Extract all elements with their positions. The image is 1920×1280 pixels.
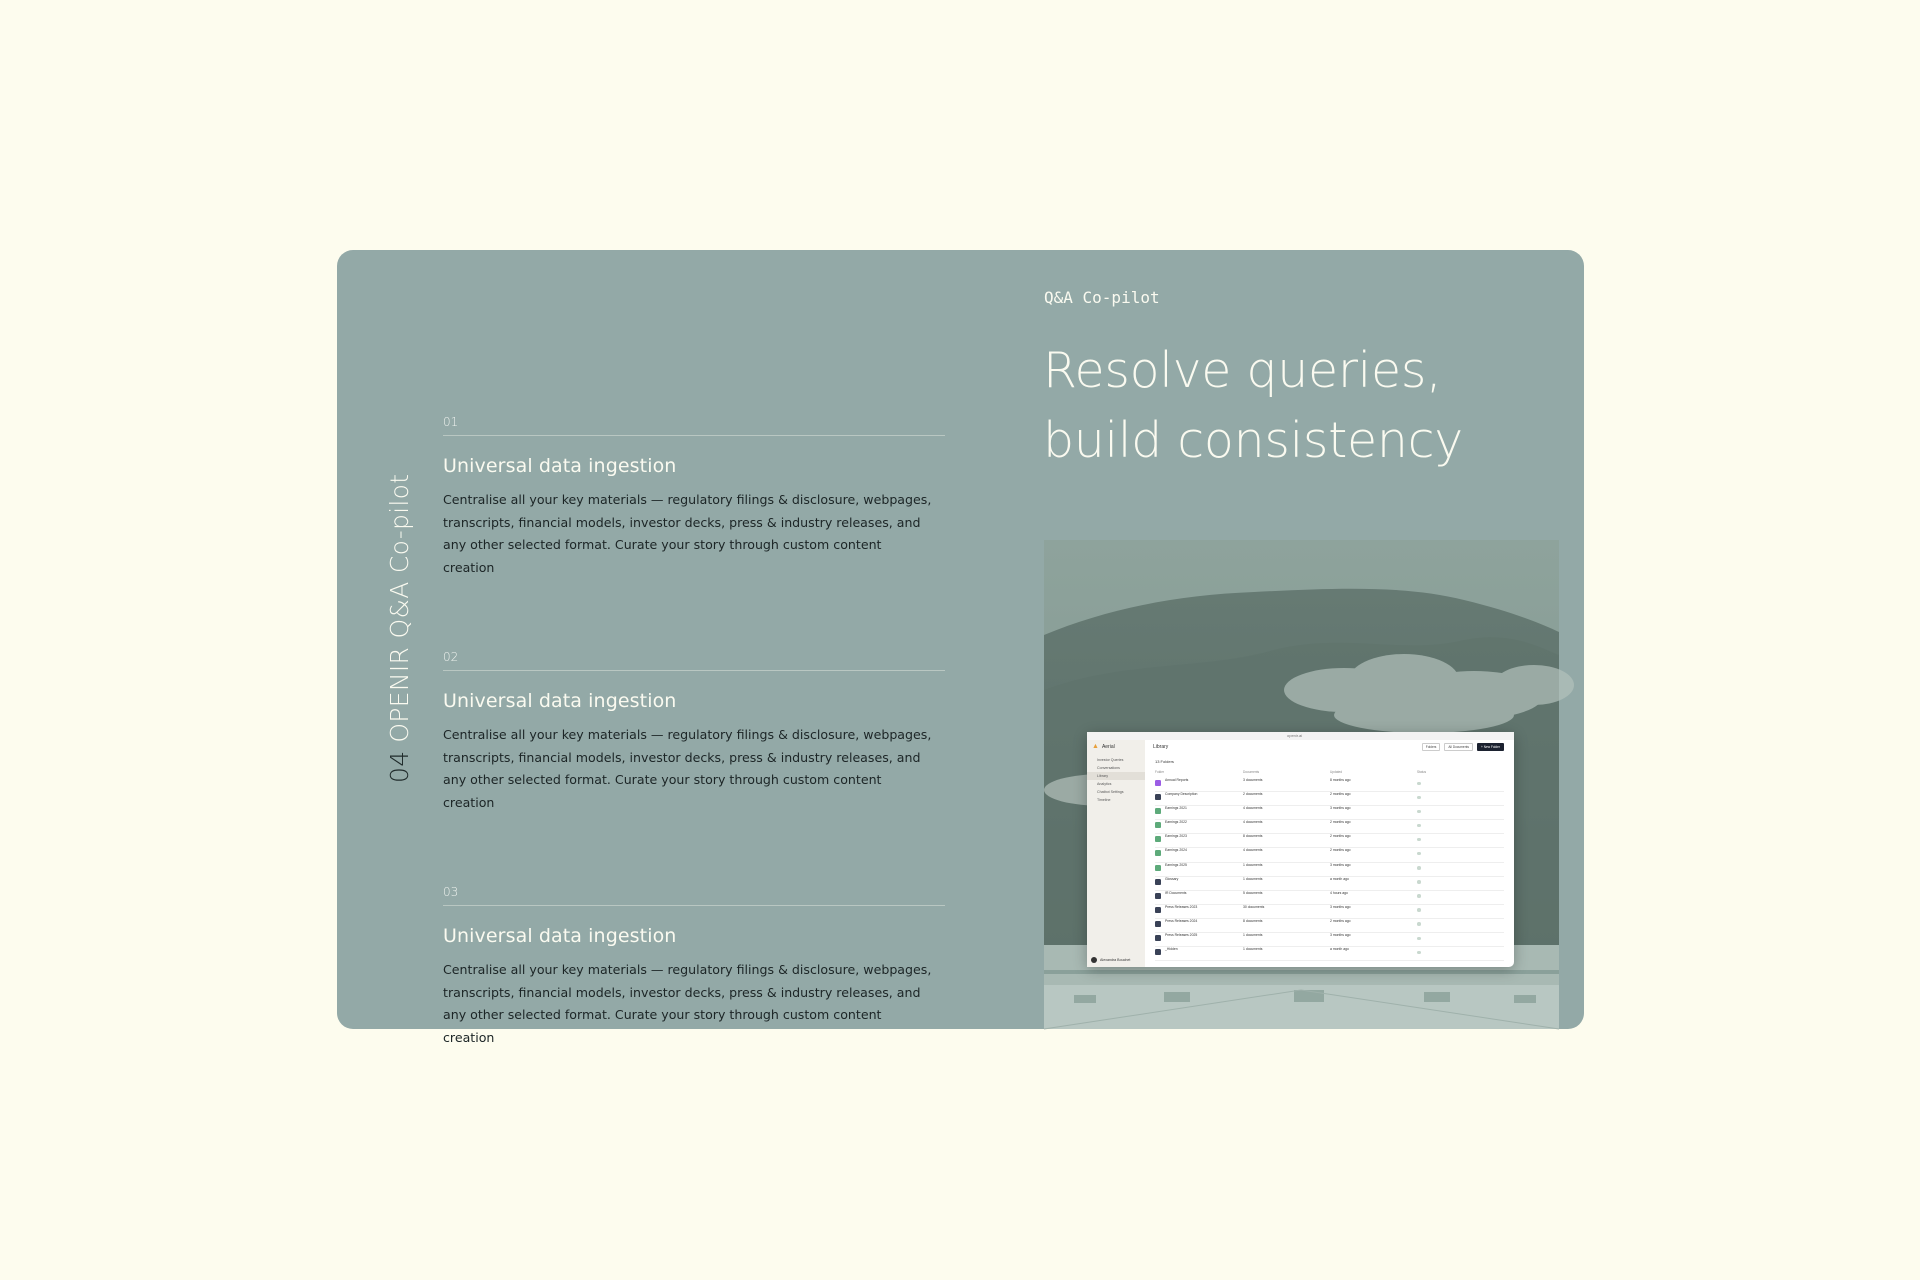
status-icon [1417,908,1421,912]
table-row[interactable] [1155,905,1504,919]
folder-updated: 8 months ago [1330,778,1351,782]
folder-doc-count: 5 documents [1243,890,1263,895]
folder-updated: 2 months ago [1330,918,1351,923]
folder-name: Annual Reports [1165,778,1189,782]
folder-updated: 3 months ago [1330,933,1351,938]
nav-item-chatbot-settings[interactable]: Chatbot Settings [1097,790,1124,794]
feature-card [337,250,1584,1045]
feature-item [443,650,945,814]
folder-name: Glossary [1165,876,1179,881]
table-row[interactable] [1155,947,1504,961]
folder-doc-count: 1 documents [1243,862,1263,867]
folder-icon [1155,893,1161,899]
feature-number: 03 [443,885,459,899]
feature-title: Universal data ingestion [443,690,677,712]
library-actions [1422,743,1504,751]
hero-artwork [1044,540,1559,1029]
status-icon [1417,824,1421,828]
table-row[interactable] [1155,848,1504,862]
divider [443,670,945,671]
status-icon [1417,894,1421,898]
folder-doc-count: 8 documents [1243,834,1263,839]
app-main [1145,740,1514,967]
folder-doc-count: 4 documents [1243,848,1263,853]
status-icon [1417,852,1421,856]
app-logo-icon: ▲ [1092,743,1099,750]
folder-name: Earnings 2024 [1165,848,1187,853]
folder-updated: a month ago [1330,876,1349,881]
folder-name: Company Description [1165,792,1198,797]
feature-item [443,415,945,579]
table-row[interactable] [1155,792,1504,806]
folder-name: Earnings 2025 [1165,862,1187,867]
status-icon [1417,937,1421,941]
column-folder[interactable]: Folder [1155,770,1165,774]
folders-button[interactable]: Folders [1422,743,1441,751]
user-profile[interactable] [1091,957,1130,963]
table-row[interactable] [1155,834,1504,848]
table-row[interactable] [1155,933,1504,947]
folder-icon [1155,780,1161,786]
folder-name: Press Releases 2024 [1165,918,1198,923]
feature-item [443,885,945,1049]
column-updated: Updated [1330,770,1343,774]
new-folder-button[interactable]: + New Folder [1477,743,1504,751]
app-sidebar [1087,740,1145,967]
folder-icon [1155,949,1161,955]
folder-updated: 3 months ago [1330,862,1351,867]
folder-name: _Hidden [1165,947,1178,952]
folder-icon [1155,879,1161,885]
folder-updated: 2 months ago [1330,820,1351,825]
folder-doc-count: 1 documents [1243,933,1263,938]
status-icon [1417,838,1421,842]
folder-name: Earnings 2021 [1165,806,1187,811]
table-row[interactable] [1155,877,1504,891]
folder-icon [1155,808,1161,814]
folder-icon [1155,865,1161,871]
folder-count: 13 Folders [1155,759,1174,764]
folder-icon [1155,921,1161,927]
folder-icon [1155,850,1161,856]
folder-name: Press Releases 2025 [1165,933,1198,938]
section-number: 04 [385,750,414,783]
all-documents-button[interactable]: All Documents [1444,743,1473,751]
hero-eyebrow: Q&A Co-pilot [1044,288,1160,307]
feature-title: Universal data ingestion [443,455,677,477]
table-row[interactable] [1155,806,1504,820]
section-label: OPENIR Q&A Co-pilot [385,473,414,743]
feature-number: 02 [443,650,459,664]
feature-description: Centralise all your key materials — regulatory filings & disclosure, webpages, transcripts, financial models, investor decks, press & industry releases, and any other selected format. Curate your story through custom content creation [443,727,932,810]
status-icon [1417,796,1421,800]
table-row[interactable] [1155,863,1504,877]
nav-item-library[interactable]: Library [1087,772,1145,780]
folder-doc-count: 3 documents [1243,778,1263,782]
user-name: Alexandra Bouchet [1100,958,1131,962]
table-row[interactable] [1155,778,1504,792]
table-row[interactable] [1155,919,1504,933]
folder-table [1155,778,1504,961]
table-row[interactable] [1155,891,1504,905]
folder-icon [1155,907,1161,913]
folder-name: Press Releases 2023 [1165,904,1198,909]
nav-item-timeline[interactable]: Timeline [1097,798,1111,802]
folder-name: Earnings 2023 [1165,834,1187,839]
feature-description: Centralise all your key materials — regulatory filings & disclosure, webpages, transcripts, financial models, investor decks, press & industry releases, and any other selected format. Curate your story through custom content creation [443,962,932,1045]
window-titlebar [1087,732,1514,740]
folder-updated: 2 months ago [1330,848,1351,853]
folder-doc-count: 4 documents [1243,820,1263,825]
status-icon [1417,866,1421,870]
status-icon [1417,922,1421,926]
folder-updated: 3 months ago [1330,904,1351,909]
hero-headline: Resolve queries, build consistency [1043,342,1463,469]
folder-doc-count: 30 documents [1243,904,1265,909]
status-icon [1417,782,1421,786]
feature-description: Centralise all your key materials — regulatory filings & disclosure, webpages, transcripts, financial models, investor decks, press & industry releases, and any other selected format. Curate your story through custom content creation [443,492,932,575]
status-icon [1417,880,1421,884]
folder-doc-count: 4 documents [1243,806,1263,811]
status-icon [1417,951,1421,955]
nav-item-conversations[interactable]: Conversations [1097,766,1120,770]
folder-name: Earnings 2022 [1165,820,1187,825]
section-vertical-title [385,474,414,783]
folder-doc-count: 1 documents [1243,947,1263,952]
folder-icon [1155,836,1161,842]
folder-name: IR Documents [1165,890,1187,895]
folder-icon [1155,935,1161,941]
nav-item-investor-queries[interactable]: Investor Queries [1097,758,1124,762]
folder-doc-count: 1 documents [1243,876,1263,881]
folder-updated: a month ago [1330,947,1349,952]
folder-doc-count: 2 documents [1243,792,1263,797]
page-title: Library [1153,744,1169,750]
folder-updated: 3 months ago [1330,806,1351,811]
app-nav [1087,756,1145,804]
window-url: openir.ai [1287,733,1303,738]
app-brand [1092,743,1115,750]
folder-updated: 2 months ago [1330,792,1351,797]
status-icon [1417,810,1421,814]
feature-number: 01 [443,415,459,429]
app-brand-name: Aerial [1101,743,1115,750]
column-documents: Documents [1243,770,1260,774]
folder-icon [1155,822,1161,828]
folder-updated: 2 months ago [1330,834,1351,839]
avatar [1091,957,1097,963]
divider [443,435,945,436]
divider [443,905,945,906]
folder-updated: 4 hours ago [1330,890,1348,895]
app-screenshot-window [1087,732,1514,967]
folder-doc-count: 8 documents [1243,918,1263,923]
column-status: Status [1417,770,1427,774]
table-row[interactable] [1155,820,1504,834]
feature-title: Universal data ingestion [443,925,677,947]
nav-item-analytics[interactable]: Analytics [1097,782,1112,786]
folder-icon [1155,794,1161,800]
